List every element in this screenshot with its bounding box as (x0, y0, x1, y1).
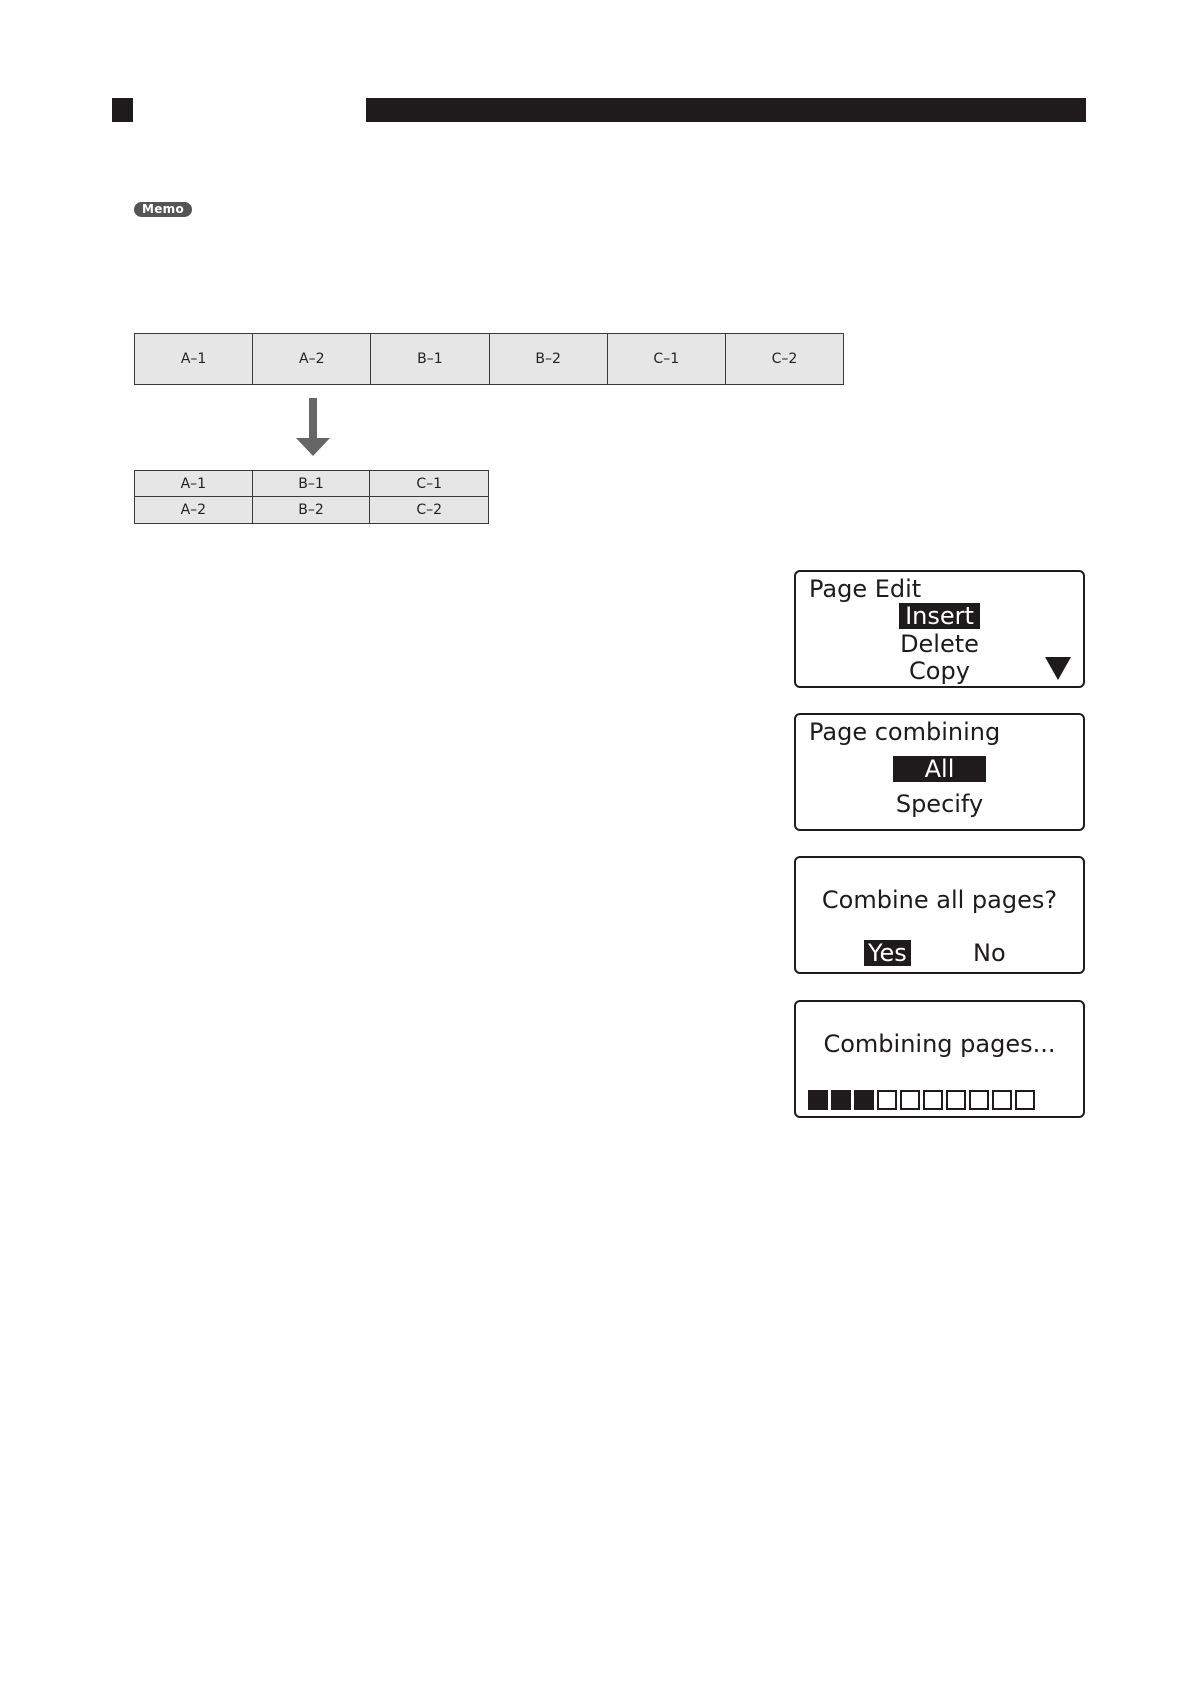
progress-segment (992, 1090, 1012, 1110)
combined-cell: B–1 (253, 471, 371, 497)
combined-cell: C–2 (416, 502, 442, 518)
header-bar (366, 98, 1086, 122)
progress-segment (923, 1090, 943, 1110)
triangle-down-icon (1045, 657, 1071, 680)
menu-item-label: Insert (899, 603, 980, 629)
page-cell: A–1 (135, 334, 253, 384)
lcd-confirm (794, 856, 1085, 974)
lcd-page-combining (794, 713, 1085, 831)
progress-indicator (808, 1090, 1035, 1110)
page-cell: C–1 (608, 334, 726, 384)
section-marker (112, 98, 133, 122)
option-all[interactable] (796, 755, 1083, 783)
combined-cell: C–1 (370, 471, 488, 497)
page-cell: B–1 (371, 334, 489, 384)
combined-cell: A–1 (135, 471, 253, 497)
option-specify[interactable] (796, 790, 1083, 818)
progress-segment (900, 1090, 920, 1110)
page-combining-title: Page combining (809, 718, 1001, 746)
page-cell: B–2 (490, 334, 608, 384)
menu-item-label: Delete (900, 630, 979, 658)
memo-badge: Memo (134, 202, 192, 217)
progress-segment (877, 1090, 897, 1110)
lcd-page-edit (794, 570, 1085, 688)
combined-layout (134, 470, 489, 524)
menu-item-delete[interactable] (796, 630, 1083, 658)
option-label: All (893, 756, 987, 782)
page-sequence (134, 333, 844, 385)
combined-cell: B–2 (253, 497, 371, 523)
page-cell: C–2 (771, 351, 798, 367)
page-edit-title: Page Edit (809, 575, 922, 603)
progress-segment (969, 1090, 989, 1110)
progress-segment (854, 1090, 874, 1110)
no-button[interactable]: No (973, 939, 1006, 967)
combined-cell: A–2 (135, 497, 253, 523)
progress-message: Combining pages... (823, 1030, 1056, 1058)
option-label: Specify (895, 790, 984, 818)
progress-segment (831, 1090, 851, 1110)
page-cell: A–2 (253, 334, 371, 384)
confirm-prompt: Combine all pages? (821, 886, 1058, 914)
progress-segment (808, 1090, 828, 1110)
lcd-progress (794, 1000, 1085, 1118)
menu-item-insert[interactable] (796, 602, 1083, 630)
progress-segment (946, 1090, 966, 1110)
yes-button[interactable]: Yes (864, 940, 911, 966)
down-arrow-icon (296, 398, 330, 456)
progress-segment (1015, 1090, 1035, 1110)
menu-item-label: Copy (909, 657, 970, 685)
menu-item-copy[interactable] (796, 658, 1083, 684)
